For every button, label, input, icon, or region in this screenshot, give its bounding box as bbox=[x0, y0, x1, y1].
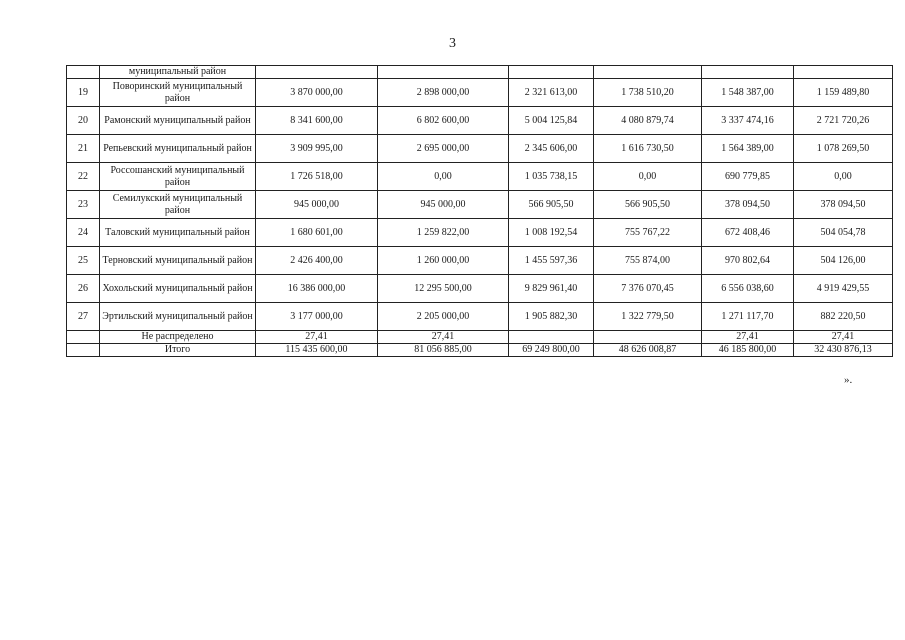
cell-amount: 378 094,50 bbox=[702, 191, 794, 219]
cell-amount: 4 080 879,74 bbox=[594, 107, 702, 135]
cell-amount: 566 905,50 bbox=[594, 191, 702, 219]
cell-amount: 690 779,85 bbox=[702, 163, 794, 191]
cell-amount: 69 249 800,00 bbox=[509, 344, 594, 357]
cell-amount: 46 185 800,00 bbox=[702, 344, 794, 357]
cell-district-name: Терновский муниципальный район bbox=[100, 247, 256, 275]
cell-district-name: Россошанский муниципальный район bbox=[100, 163, 256, 191]
cell-amount: 2 321 613,00 bbox=[509, 79, 594, 107]
cell-amount: 1 035 738,15 bbox=[509, 163, 594, 191]
cell-amount: 27,41 bbox=[378, 331, 509, 344]
cell-amount: 0,00 bbox=[378, 163, 509, 191]
cell-amount: 27,41 bbox=[702, 331, 794, 344]
budget-distribution-table bbox=[66, 65, 893, 357]
cell-amount: 1 548 387,00 bbox=[702, 79, 794, 107]
cell-amount: 945 000,00 bbox=[378, 191, 509, 219]
cell-amount: 27,41 bbox=[256, 331, 378, 344]
table-row-not-distributed bbox=[67, 331, 893, 344]
cell-amount: 115 435 600,00 bbox=[256, 344, 378, 357]
cell-amount: 755 767,22 bbox=[594, 219, 702, 247]
table-row-fragment bbox=[67, 66, 893, 79]
closing-quote: ». bbox=[844, 374, 853, 386]
cell-amount: 27,41 bbox=[794, 331, 893, 344]
cell-num: 25 bbox=[67, 247, 100, 275]
table-row-total bbox=[67, 344, 893, 357]
cell-amount: 2 345 606,00 bbox=[509, 135, 594, 163]
table-row bbox=[67, 79, 893, 107]
cell-amount: 1 260 000,00 bbox=[378, 247, 509, 275]
cell-district-name: Рамонский муниципальный район bbox=[100, 107, 256, 135]
cell-amount: 9 829 961,40 bbox=[509, 275, 594, 303]
table-row bbox=[67, 163, 893, 191]
cell-amount: 81 056 885,00 bbox=[378, 344, 509, 357]
cell-amount: 2 721 720,26 bbox=[794, 107, 893, 135]
cell-amount: 2 695 000,00 bbox=[378, 135, 509, 163]
table-row bbox=[67, 247, 893, 275]
cell-amount: 755 874,00 bbox=[594, 247, 702, 275]
cell-amount: 6 556 038,60 bbox=[702, 275, 794, 303]
cell-district-name: Хохольский муниципальный район bbox=[100, 275, 256, 303]
cell-amount: 32 430 876,13 bbox=[794, 344, 893, 357]
cell-amount: 945 000,00 bbox=[256, 191, 378, 219]
cell-district-name: Поворинский муниципальный район bbox=[100, 79, 256, 107]
cell-num bbox=[67, 66, 100, 79]
table-row bbox=[67, 135, 893, 163]
cell-amount: 48 626 008,87 bbox=[594, 344, 702, 357]
table-row bbox=[67, 191, 893, 219]
cell-amount: 1 680 601,00 bbox=[256, 219, 378, 247]
cell-num: 27 bbox=[67, 303, 100, 331]
cell-amount: 7 376 070,45 bbox=[594, 275, 702, 303]
cell-amount: 8 341 600,00 bbox=[256, 107, 378, 135]
table-row bbox=[67, 107, 893, 135]
cell-amount: 566 905,50 bbox=[509, 191, 594, 219]
cell-amount: 1 259 822,00 bbox=[378, 219, 509, 247]
cell-amount bbox=[594, 331, 702, 344]
cell-amount: 3 870 000,00 bbox=[256, 79, 378, 107]
cell-district-name: Репьевский муниципальный район bbox=[100, 135, 256, 163]
cell-num: 21 bbox=[67, 135, 100, 163]
table-row bbox=[67, 275, 893, 303]
table-body bbox=[67, 66, 893, 357]
cell-amount: 1 078 269,50 bbox=[794, 135, 893, 163]
cell-amount: 4 919 429,55 bbox=[794, 275, 893, 303]
cell-amount: 0,00 bbox=[794, 163, 893, 191]
cell-num bbox=[67, 331, 100, 344]
cell-amount: 1 726 518,00 bbox=[256, 163, 378, 191]
cell-amount: 378 094,50 bbox=[794, 191, 893, 219]
table-row bbox=[67, 219, 893, 247]
cell-amount: 6 802 600,00 bbox=[378, 107, 509, 135]
cell-amount: 3 337 474,16 bbox=[702, 107, 794, 135]
cell-num: 22 bbox=[67, 163, 100, 191]
cell-district-name: Семилукский муниципальный район bbox=[100, 191, 256, 219]
cell-num: 26 bbox=[67, 275, 100, 303]
cell-amount: 504 054,78 bbox=[794, 219, 893, 247]
cell-amount: 1 008 192,54 bbox=[509, 219, 594, 247]
cell-amount: 504 126,00 bbox=[794, 247, 893, 275]
cell-amount: 1 159 489,80 bbox=[794, 79, 893, 107]
cell-amount: 1 271 117,70 bbox=[702, 303, 794, 331]
cell-row-label: Итого bbox=[100, 344, 256, 357]
cell-amount: 1 564 389,00 bbox=[702, 135, 794, 163]
cell-amount: 1 738 510,20 bbox=[594, 79, 702, 107]
cell-amount: 1 616 730,50 bbox=[594, 135, 702, 163]
table-row bbox=[67, 303, 893, 331]
cell-name: муниципальный район bbox=[100, 66, 256, 79]
page-number: 3 bbox=[449, 36, 456, 51]
cell-row-label: Не распределено bbox=[100, 331, 256, 344]
cell-amount: 0,00 bbox=[594, 163, 702, 191]
cell-num: 23 bbox=[67, 191, 100, 219]
cell-num: 24 bbox=[67, 219, 100, 247]
cell-amount: 1 455 597,36 bbox=[509, 247, 594, 275]
cell-amount: 970 802,64 bbox=[702, 247, 794, 275]
cell-amount: 3 177 000,00 bbox=[256, 303, 378, 331]
cell-num bbox=[67, 344, 100, 357]
cell-amount: 672 408,46 bbox=[702, 219, 794, 247]
cell-amount: 5 004 125,84 bbox=[509, 107, 594, 135]
cell-amount: 12 295 500,00 bbox=[378, 275, 509, 303]
cell-num: 19 bbox=[67, 79, 100, 107]
cell-amount bbox=[509, 331, 594, 344]
cell-amount: 2 205 000,00 bbox=[378, 303, 509, 331]
cell-amount: 882 220,50 bbox=[794, 303, 893, 331]
cell-amount: 3 909 995,00 bbox=[256, 135, 378, 163]
cell-amount: 16 386 000,00 bbox=[256, 275, 378, 303]
cell-amount: 1 905 882,30 bbox=[509, 303, 594, 331]
cell-amount: 1 322 779,50 bbox=[594, 303, 702, 331]
cell-amount: 2 898 000,00 bbox=[378, 79, 509, 107]
cell-district-name: Таловский муниципальный район bbox=[100, 219, 256, 247]
cell-num: 20 bbox=[67, 107, 100, 135]
cell-amount: 2 426 400,00 bbox=[256, 247, 378, 275]
cell-district-name: Эртильский муниципальный район bbox=[100, 303, 256, 331]
